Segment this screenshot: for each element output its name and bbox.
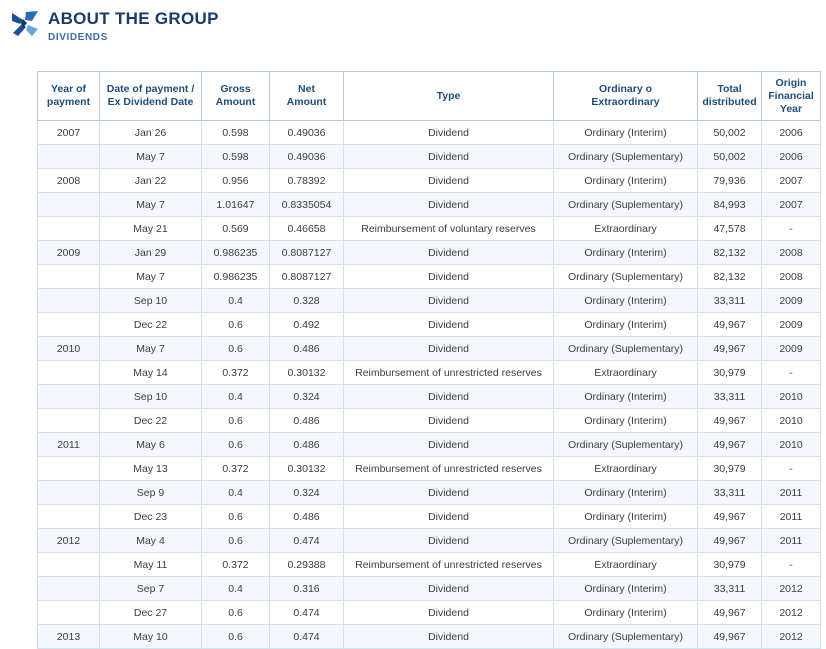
header-text-block xyxy=(48,8,219,45)
cell-gross-amount: 0.4 xyxy=(202,385,270,409)
page-subtitle: DIVIDENDS xyxy=(48,32,108,43)
table-row xyxy=(38,289,821,313)
column-header-net-amount: Net Amount xyxy=(270,72,344,121)
cell-year-of-payment xyxy=(38,457,100,481)
cell-ordinary-extraordinary: Ordinary (Interim) xyxy=(554,577,698,601)
cell-year-of-payment: 2009 xyxy=(38,241,100,265)
cell-year-of-payment: 2010 xyxy=(38,337,100,361)
cell-gross-amount: 0.956 xyxy=(202,169,270,193)
cell-type: Reimbursement of voluntary reserves xyxy=(344,217,554,241)
cell-type: Reimbursement of unrestricted reserves xyxy=(344,457,554,481)
cell-year-of-payment: 2012 xyxy=(38,529,100,553)
cell-total-distributed: 82,132 xyxy=(698,265,762,289)
cell-total-distributed: 49,967 xyxy=(698,529,762,553)
cell-total-distributed: 49,967 xyxy=(698,409,762,433)
table-row xyxy=(38,145,821,169)
cell-year-of-payment: 2007 xyxy=(38,121,100,145)
cell-origin-financial-year: 2009 xyxy=(762,289,821,313)
cell-origin-financial-year: 2007 xyxy=(762,169,821,193)
table-row xyxy=(38,313,821,337)
cell-total-distributed: 50,002 xyxy=(698,121,762,145)
cell-net-amount: 0.30132 xyxy=(270,361,344,385)
cell-ordinary-extraordinary: Ordinary (Interim) xyxy=(554,241,698,265)
cell-net-amount: 0.29388 xyxy=(270,553,344,577)
cell-year-of-payment xyxy=(38,265,100,289)
column-header-year-of-payment: Year of payment xyxy=(38,72,100,121)
cell-origin-financial-year: 2010 xyxy=(762,433,821,457)
table-row xyxy=(38,433,821,457)
cell-date-of-payment: May 7 xyxy=(100,193,202,217)
cell-net-amount: 0.328 xyxy=(270,289,344,313)
cell-type: Dividend xyxy=(344,337,554,361)
cell-origin-financial-year: 2011 xyxy=(762,529,821,553)
cell-net-amount: 0.474 xyxy=(270,529,344,553)
cell-total-distributed: 33,311 xyxy=(698,481,762,505)
cell-net-amount: 0.8087127 xyxy=(270,265,344,289)
cell-date-of-payment: Dec 22 xyxy=(100,313,202,337)
cell-net-amount: 0.486 xyxy=(270,409,344,433)
cell-ordinary-extraordinary: Ordinary (Interim) xyxy=(554,385,698,409)
column-header-origin-financial-year: Origin Financial Year xyxy=(762,72,821,121)
cell-total-distributed: 49,967 xyxy=(698,505,762,529)
cell-total-distributed: 49,967 xyxy=(698,433,762,457)
cell-type: Dividend xyxy=(344,529,554,553)
cell-total-distributed: 33,311 xyxy=(698,385,762,409)
cell-ordinary-extraordinary: Ordinary (Interim) xyxy=(554,601,698,625)
cell-year-of-payment xyxy=(38,385,100,409)
cell-date-of-payment: Jan 22 xyxy=(100,169,202,193)
cell-gross-amount: 0.986235 xyxy=(202,265,270,289)
cell-date-of-payment: May 13 xyxy=(100,457,202,481)
cell-total-distributed: 33,311 xyxy=(698,289,762,313)
cell-year-of-payment xyxy=(38,193,100,217)
cell-gross-amount: 0.6 xyxy=(202,625,270,649)
cell-net-amount: 0.486 xyxy=(270,505,344,529)
cell-ordinary-extraordinary: Ordinary (Suplementary) xyxy=(554,625,698,649)
table-row xyxy=(38,241,821,265)
cell-date-of-payment: May 6 xyxy=(100,433,202,457)
column-header-date-of-payment: Date of payment / Ex Dividend Date xyxy=(100,72,202,121)
cell-net-amount: 0.324 xyxy=(270,385,344,409)
cell-net-amount: 0.486 xyxy=(270,337,344,361)
cell-gross-amount: 0.4 xyxy=(202,481,270,505)
cell-gross-amount: 0.372 xyxy=(202,553,270,577)
table-row xyxy=(38,265,821,289)
cell-origin-financial-year: 2010 xyxy=(762,385,821,409)
cell-gross-amount: 0.6 xyxy=(202,337,270,361)
cell-type: Reimbursement of unrestricted reserves xyxy=(344,361,554,385)
table-row xyxy=(38,481,821,505)
cell-ordinary-extraordinary: Ordinary (Suplementary) xyxy=(554,265,698,289)
cell-origin-financial-year: - xyxy=(762,361,821,385)
column-header-type: Type xyxy=(344,72,554,121)
cell-total-distributed: 82,132 xyxy=(698,241,762,265)
cell-type: Dividend xyxy=(344,577,554,601)
cell-ordinary-extraordinary: Ordinary (Suplementary) xyxy=(554,529,698,553)
cell-net-amount: 0.78392 xyxy=(270,169,344,193)
cell-gross-amount: 0.372 xyxy=(202,457,270,481)
cell-gross-amount: 1.01647 xyxy=(202,193,270,217)
table-row xyxy=(38,361,821,385)
column-header-total-distributed: Total distributed xyxy=(698,72,762,121)
cell-ordinary-extraordinary: Ordinary (Interim) xyxy=(554,313,698,337)
cell-date-of-payment: Dec 27 xyxy=(100,601,202,625)
cell-ordinary-extraordinary: Extraordinary xyxy=(554,361,698,385)
cell-type: Dividend xyxy=(344,625,554,649)
cell-date-of-payment: Sep 10 xyxy=(100,385,202,409)
page-title: ABOUT THE GROUP xyxy=(48,9,219,28)
cell-ordinary-extraordinary: Ordinary (Interim) xyxy=(554,409,698,433)
cell-type: Reimbursement of unrestricted reserves xyxy=(344,553,554,577)
cell-type: Dividend xyxy=(344,193,554,217)
table-row xyxy=(38,121,821,145)
cell-ordinary-extraordinary: Ordinary (Interim) xyxy=(554,121,698,145)
cell-date-of-payment: Jan 26 xyxy=(100,121,202,145)
cell-net-amount: 0.474 xyxy=(270,601,344,625)
cell-total-distributed: 79,936 xyxy=(698,169,762,193)
cell-origin-financial-year: - xyxy=(762,217,821,241)
cell-type: Dividend xyxy=(344,313,554,337)
cell-year-of-payment xyxy=(38,601,100,625)
cell-type: Dividend xyxy=(344,289,554,313)
table-header-row xyxy=(38,72,821,121)
table-row xyxy=(38,217,821,241)
cell-date-of-payment: May 4 xyxy=(100,529,202,553)
cell-type: Dividend xyxy=(344,433,554,457)
cell-total-distributed: 30,979 xyxy=(698,553,762,577)
cell-ordinary-extraordinary: Ordinary (Suplementary) xyxy=(554,145,698,169)
cell-net-amount: 0.324 xyxy=(270,481,344,505)
cell-ordinary-extraordinary: Extraordinary xyxy=(554,553,698,577)
cell-gross-amount: 0.6 xyxy=(202,409,270,433)
cell-origin-financial-year: 2008 xyxy=(762,241,821,265)
cell-ordinary-extraordinary: Ordinary (Interim) xyxy=(554,169,698,193)
cell-type: Dividend xyxy=(344,265,554,289)
cell-type: Dividend xyxy=(344,385,554,409)
cell-net-amount: 0.49036 xyxy=(270,121,344,145)
cell-ordinary-extraordinary: Extraordinary xyxy=(554,457,698,481)
cell-origin-financial-year: 2011 xyxy=(762,481,821,505)
cell-origin-financial-year: 2009 xyxy=(762,337,821,361)
table-header xyxy=(38,72,821,121)
cell-date-of-payment: Sep 7 xyxy=(100,577,202,601)
cell-net-amount: 0.49036 xyxy=(270,145,344,169)
cell-year-of-payment xyxy=(38,577,100,601)
cell-year-of-payment xyxy=(38,313,100,337)
cell-total-distributed: 30,979 xyxy=(698,457,762,481)
cell-origin-financial-year: 2012 xyxy=(762,577,821,601)
cell-origin-financial-year: 2012 xyxy=(762,625,821,649)
table-row xyxy=(38,601,821,625)
cell-net-amount: 0.486 xyxy=(270,433,344,457)
cell-origin-financial-year: - xyxy=(762,457,821,481)
table-row xyxy=(38,529,821,553)
cell-total-distributed: 30,979 xyxy=(698,361,762,385)
cell-date-of-payment: Sep 9 xyxy=(100,481,202,505)
cell-gross-amount: 0.6 xyxy=(202,529,270,553)
cell-origin-financial-year: 2011 xyxy=(762,505,821,529)
cell-year-of-payment xyxy=(38,361,100,385)
cell-gross-amount: 0.6 xyxy=(202,601,270,625)
dividends-table xyxy=(37,71,821,649)
cell-total-distributed: 49,967 xyxy=(698,625,762,649)
cell-net-amount: 0.8087127 xyxy=(270,241,344,265)
table-row xyxy=(38,505,821,529)
cell-ordinary-extraordinary: Ordinary (Suplementary) xyxy=(554,193,698,217)
cell-type: Dividend xyxy=(344,169,554,193)
cell-total-distributed: 47,578 xyxy=(698,217,762,241)
cell-gross-amount: 0.6 xyxy=(202,505,270,529)
cell-year-of-payment: 2013 xyxy=(38,625,100,649)
cell-date-of-payment: Sep 10 xyxy=(100,289,202,313)
cell-origin-financial-year: 2009 xyxy=(762,313,821,337)
cell-year-of-payment xyxy=(38,289,100,313)
cell-gross-amount: 0.569 xyxy=(202,217,270,241)
cell-net-amount: 0.30132 xyxy=(270,457,344,481)
cell-total-distributed: 49,967 xyxy=(698,601,762,625)
cell-type: Dividend xyxy=(344,121,554,145)
cell-date-of-payment: May 7 xyxy=(100,265,202,289)
cell-gross-amount: 0.4 xyxy=(202,289,270,313)
cell-year-of-payment xyxy=(38,145,100,169)
cell-date-of-payment: May 11 xyxy=(100,553,202,577)
cell-date-of-payment: Dec 22 xyxy=(100,409,202,433)
cell-date-of-payment: May 7 xyxy=(100,145,202,169)
cell-net-amount: 0.46658 xyxy=(270,217,344,241)
cell-ordinary-extraordinary: Extraordinary xyxy=(554,217,698,241)
cell-net-amount: 0.316 xyxy=(270,577,344,601)
table-row xyxy=(38,385,821,409)
cell-origin-financial-year: 2010 xyxy=(762,409,821,433)
cell-year-of-payment xyxy=(38,481,100,505)
cell-total-distributed: 49,967 xyxy=(698,313,762,337)
cell-origin-financial-year: 2008 xyxy=(762,265,821,289)
cell-date-of-payment: May 14 xyxy=(100,361,202,385)
table-row xyxy=(38,193,821,217)
cell-year-of-payment xyxy=(38,409,100,433)
cell-gross-amount: 0.6 xyxy=(202,313,270,337)
cell-origin-financial-year: 2006 xyxy=(762,121,821,145)
table-row xyxy=(38,169,821,193)
cell-total-distributed: 50,002 xyxy=(698,145,762,169)
cell-ordinary-extraordinary: Ordinary (Suplementary) xyxy=(554,433,698,457)
cell-gross-amount: 0.372 xyxy=(202,361,270,385)
cell-total-distributed: 33,311 xyxy=(698,577,762,601)
cell-total-distributed: 49,967 xyxy=(698,337,762,361)
page-header xyxy=(0,0,826,45)
cell-ordinary-extraordinary: Ordinary (Interim) xyxy=(554,289,698,313)
table-row xyxy=(38,577,821,601)
cell-year-of-payment xyxy=(38,217,100,241)
cell-origin-financial-year: 2007 xyxy=(762,193,821,217)
table-body xyxy=(38,121,821,649)
cell-gross-amount: 0.598 xyxy=(202,145,270,169)
cell-year-of-payment: 2008 xyxy=(38,169,100,193)
cell-date-of-payment: Dec 23 xyxy=(100,505,202,529)
cell-type: Dividend xyxy=(344,409,554,433)
cell-gross-amount: 0.6 xyxy=(202,433,270,457)
cell-total-distributed: 84,993 xyxy=(698,193,762,217)
cell-type: Dividend xyxy=(344,481,554,505)
table-row xyxy=(38,409,821,433)
table-row xyxy=(38,337,821,361)
cell-gross-amount: 0.598 xyxy=(202,121,270,145)
cell-date-of-payment: May 7 xyxy=(100,337,202,361)
cell-gross-amount: 0.986235 xyxy=(202,241,270,265)
table-row xyxy=(38,625,821,649)
dividends-table-wrapper xyxy=(37,71,820,649)
cell-net-amount: 0.474 xyxy=(270,625,344,649)
cell-type: Dividend xyxy=(344,241,554,265)
cell-date-of-payment: Jan 29 xyxy=(100,241,202,265)
column-header-ordinary-extraordinary: Ordinary o Extraordinary xyxy=(554,72,698,121)
cell-origin-financial-year: 2006 xyxy=(762,145,821,169)
cell-type: Dividend xyxy=(344,505,554,529)
cell-ordinary-extraordinary: Ordinary (Suplementary) xyxy=(554,337,698,361)
cell-net-amount: 0.8335054 xyxy=(270,193,344,217)
cell-type: Dividend xyxy=(344,145,554,169)
cell-net-amount: 0.492 xyxy=(270,313,344,337)
cell-origin-financial-year: - xyxy=(762,553,821,577)
cell-date-of-payment: May 10 xyxy=(100,625,202,649)
cell-origin-financial-year: 2012 xyxy=(762,601,821,625)
cell-date-of-payment: May 21 xyxy=(100,217,202,241)
cell-year-of-payment xyxy=(38,505,100,529)
column-header-gross-amount: Gross Amount xyxy=(202,72,270,121)
butterfly-logo-icon xyxy=(10,9,40,39)
cell-gross-amount: 0.4 xyxy=(202,577,270,601)
cell-ordinary-extraordinary: Ordinary (Interim) xyxy=(554,505,698,529)
cell-year-of-payment: 2011 xyxy=(38,433,100,457)
cell-ordinary-extraordinary: Ordinary (Interim) xyxy=(554,481,698,505)
table-row xyxy=(38,457,821,481)
cell-type: Dividend xyxy=(344,601,554,625)
